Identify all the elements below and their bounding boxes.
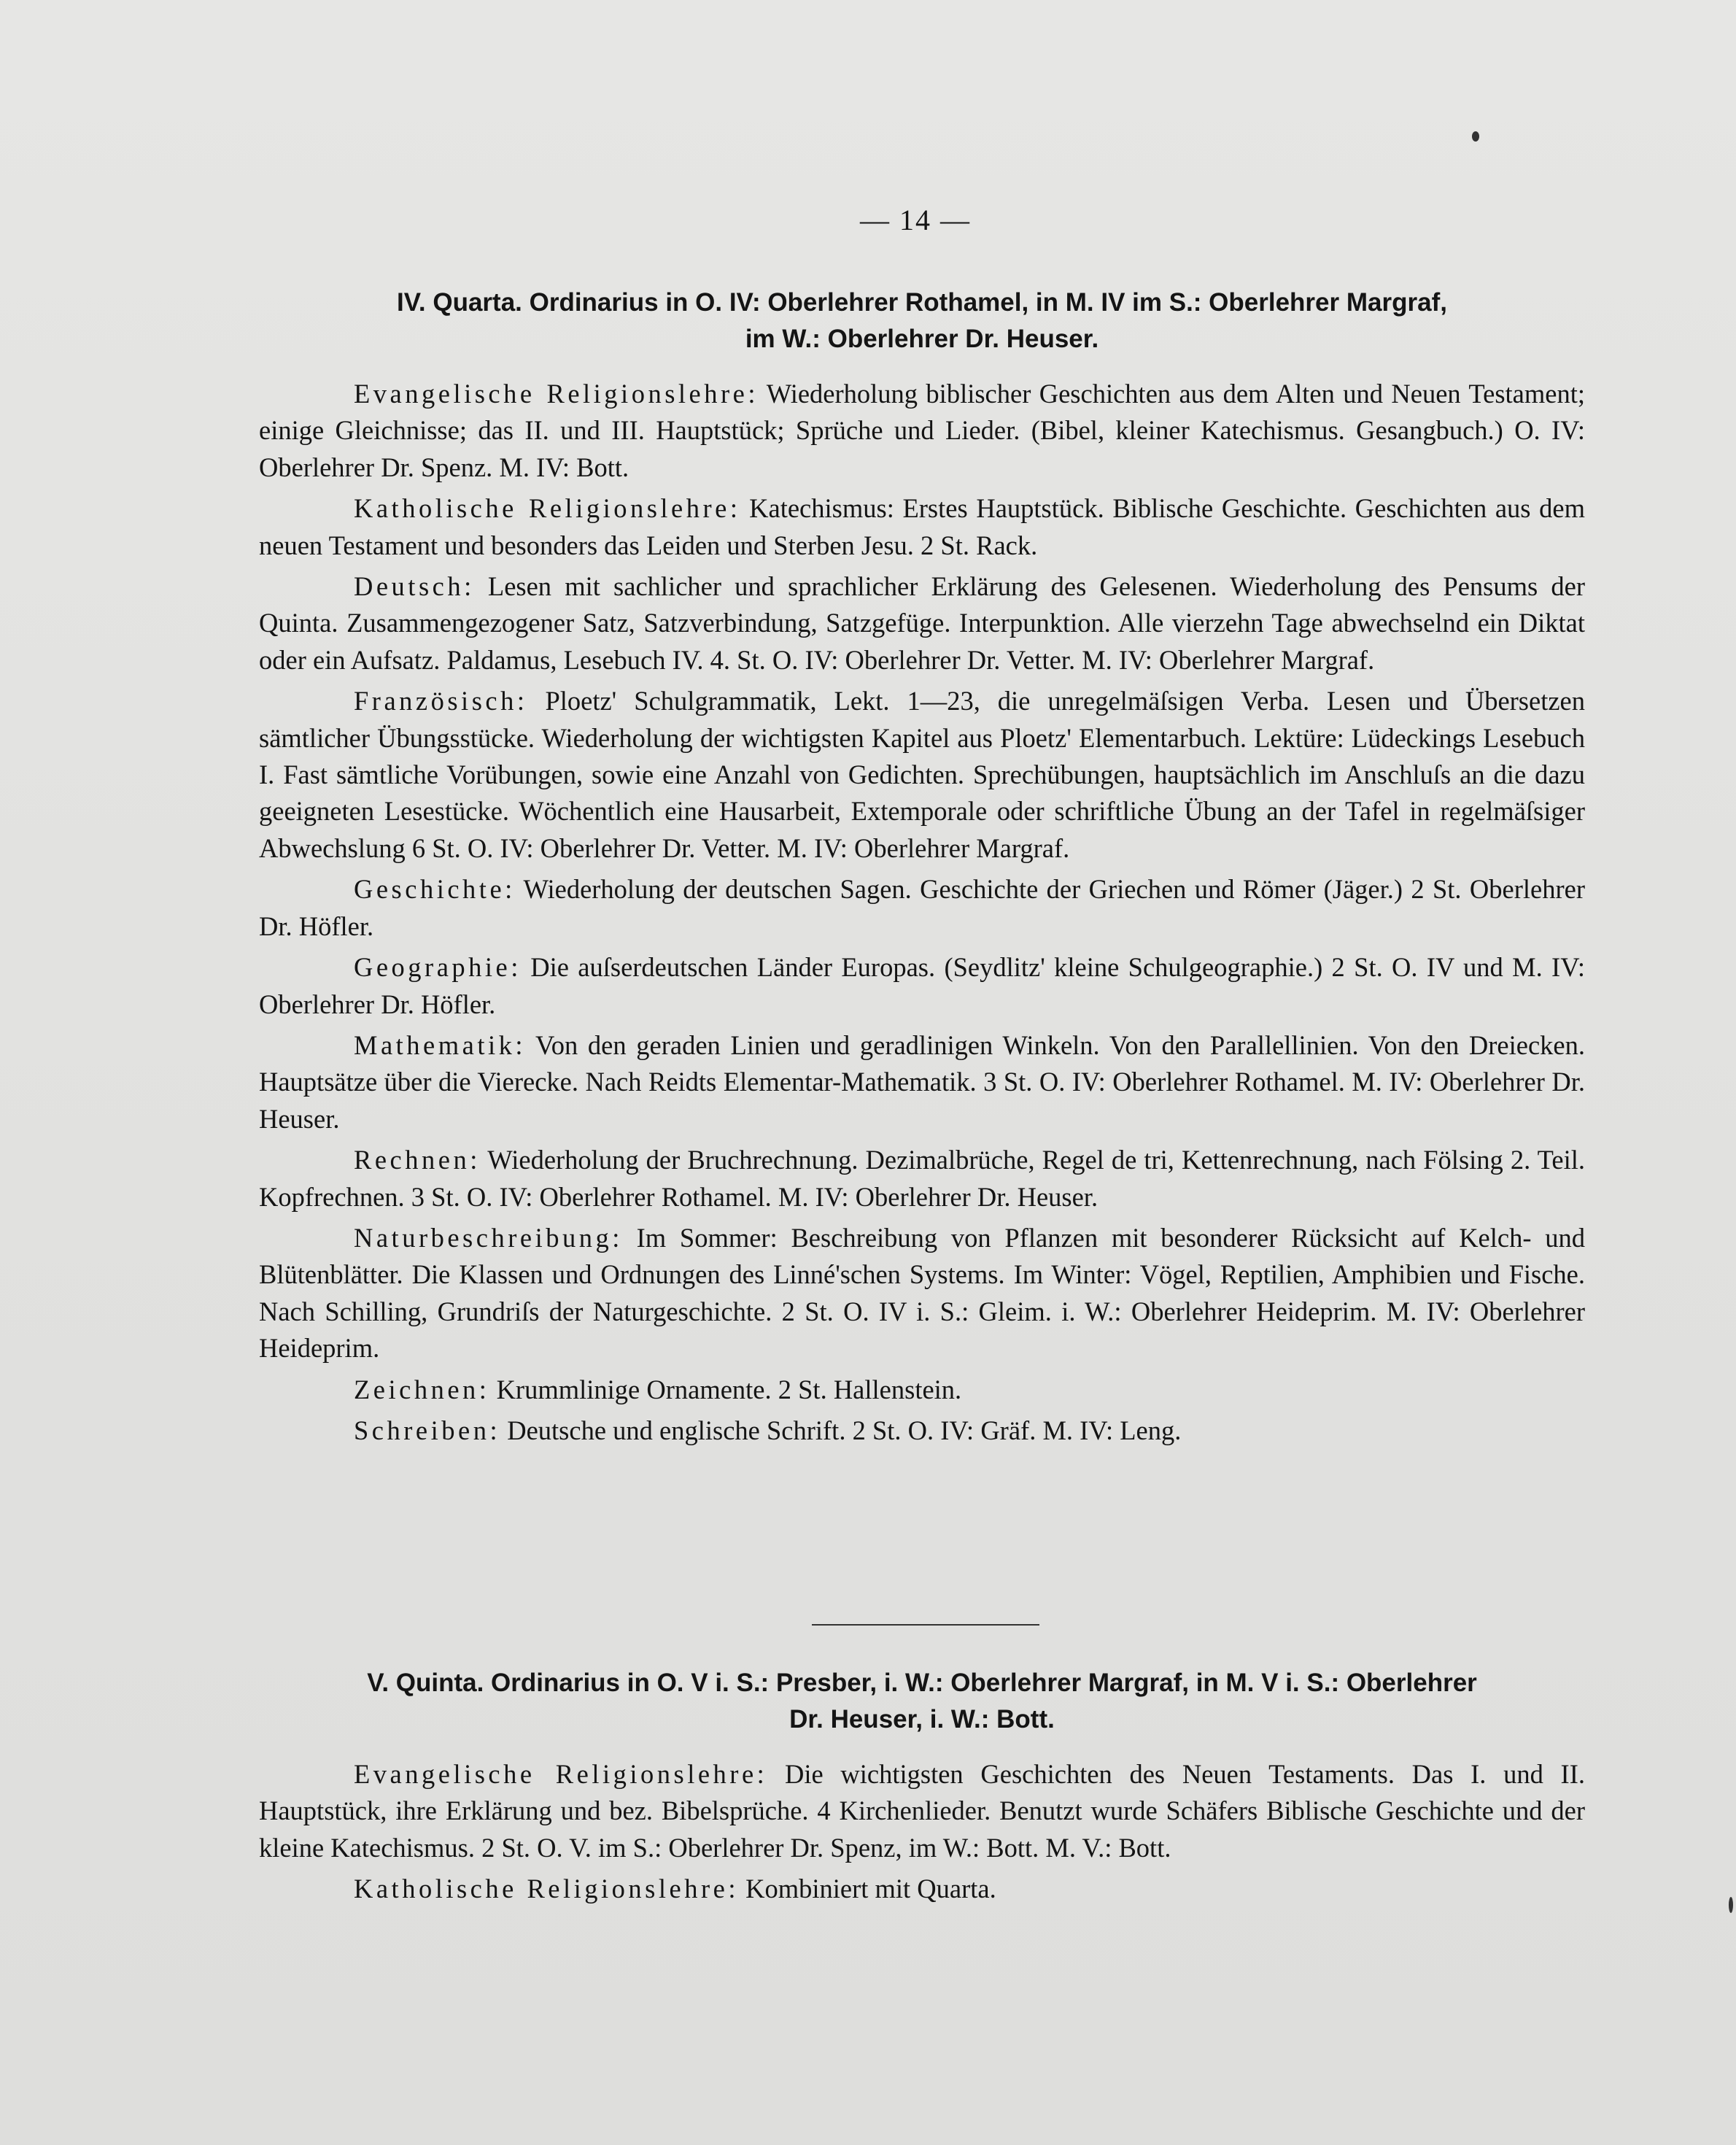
subject-paragraph [259, 376, 1585, 486]
subject-text: Katechismus: Erstes Hauptstück. Biblische Geschichte. Geschichten aus dem neuen Testament und besonders das Leiden und Sterben Jesu. 2 St. Rack. [259, 493, 1585, 560]
subject-name: Geschichte: [354, 874, 516, 905]
subject-name: Französisch: [354, 686, 528, 716]
section-quarta-heading [259, 285, 1585, 358]
scan-speck [1472, 131, 1479, 142]
subject-text: Krummlinige Ornamente. 2 St. Hallenstein. [489, 1374, 962, 1404]
subject-name: Schreiben: [354, 1415, 501, 1445]
subject-name: Naturbeschreibung: [354, 1222, 623, 1253]
subject-text: Wiederholung biblischer Geschichten aus dem Alten und Neuen Testament; einige Gleichnisse; das II. und III. Hauptstück; Sprüche und Lieder. (Bibel, kleiner Katechismus. Gesangbuch.) O. IV: Oberlehrer Dr. Spenz. M. IV: Bott. [259, 379, 1585, 482]
page-number: — 14 — [860, 204, 971, 236]
section-heading-line: IV. Quarta. Ordinarius in O. IV: Oberlehrer Rothamel, in M. IV im S.: Oberlehrer Margraf, [397, 288, 1447, 317]
subject-text: Kombiniert mit Quarta. [738, 1874, 996, 1904]
section-quinta-heading [259, 1665, 1585, 1738]
subject-text: Lesen mit sachlicher und sprachlicher Erklärung des Gelesenen. Wiederholung des Pensums der Quinta. Zusammengezogener Satz, Satzverbindung, Satzgefüge. Interpunktion. Alle vierzehn Tage abwechselnd ein Diktat oder ein Aufsatz. Paldamus, Lesebuch IV. 4. St. O. IV: Oberlehrer Dr. Vetter. M. IV: Oberlehrer Margraf. [259, 571, 1585, 675]
section-heading-line: Dr. Heuser, i. W.: Bott. [789, 1705, 1055, 1734]
subject-paragraph [259, 490, 1585, 564]
subject-text: Wiederholung der deutschen Sagen. Geschichte der Griechen und Römer (Jäger.) 2 St. Oberlehrer Dr. Höfler. [259, 874, 1585, 941]
scan-speck [1729, 1897, 1733, 1913]
subject-text: Von den geraden Linien und geradlinigen Winkeln. Von den Parallellinien. Von den Dreiecken. Hauptsätze über die Vierecke. Nach Reidts Elementar-Mathematik. 3 St. O. IV: Oberlehrer Rothamel. M. IV: Oberlehrer Dr. Heuser. [259, 1029, 1585, 1134]
subject-paragraph [259, 1372, 1585, 1408]
subject-name: Zeichnen: [354, 1374, 490, 1404]
subject-paragraph [259, 1871, 1585, 1907]
subject-paragraph [259, 1756, 1585, 1866]
subject-text: Die wichtigsten Geschichten des Neuen Testaments. Das I. und II. Hauptstück, ihre Erklärung und bez. Bibelsprüche. 4 Kirchenlieder. Benutzt wurde Schäfers Biblische Geschichte und der kleine Katechismus. 2 St. O. V. im S.: Oberlehrer Dr. Spenz, im W.: Bott. M. V.: Bott. [259, 1759, 1585, 1863]
subject-text: Die auſserdeutschen Länder Europas. (Seydlitz' kleine Schulgeographie.) 2 St. O. IV und M. IV: Oberlehrer Dr. Höfler. [259, 952, 1585, 1019]
subject-name: Deutsch: [354, 571, 475, 602]
section-heading-line: V. Quinta. Ordinarius in O. V i. S.: Presber, i. W.: Oberlehrer Margraf, in M. V i. S.: Oberlehrer [367, 1669, 1477, 1697]
section-divider [812, 1624, 1039, 1626]
subject-name: Katholische Religionslehre: [354, 493, 741, 524]
subject-paragraph [259, 1412, 1585, 1449]
subject-paragraph [259, 1027, 1585, 1137]
subject-text: Ploetz' Schulgrammatik, Lekt. 1—23, die unregelmäſsigen Verba. Lesen und Übersetzen sämtlicher Übungsstücke. Wiederholung der wichtigsten Kapitel aus Ploetz' Elementarbuch. Lektüre: Lüdeckings Lesebuch I. Fast sämtliche Vorübungen, sowie eine Anzahl von Gedichten. Sprechübungen, hauptsächlich im Anschluſs an die dazu geeigneten Lesestücke. Wöchentlich eine Hausarbeit, Extemporale oder schriftliche Übung an der Tafel in regelmäſsiger Abwechslung 6 St. O. IV: Oberlehrer Dr. Vetter. M. IV: Oberlehrer Margraf. [259, 686, 1585, 863]
subject-text: Wiederholung der Bruchrechnung. Dezimalbrüche, Regel de tri, Kettenrechnung, nach Fölsing 2. Teil. Kopfrechnen. 3 St. O. IV: Oberlehrer Rothamel. M. IV: Oberlehrer Dr. Heuser. [259, 1145, 1585, 1212]
section-quinta [259, 1665, 1585, 1912]
subject-name: Evangelische Religionslehre: [354, 379, 759, 409]
subject-text: Deutsche und englische Schrift. 2 St. O. IV: Gräf. M. IV: Leng. [500, 1415, 1182, 1445]
subject-paragraph [259, 1220, 1585, 1367]
subject-paragraph [259, 568, 1585, 679]
subject-name: Katholische Religionslehre: [354, 1874, 739, 1904]
subject-paragraph [259, 683, 1585, 867]
subject-paragraph [259, 949, 1585, 1023]
subject-name: Evangelische Religionslehre: [354, 1759, 768, 1789]
subject-name: Geographie: [354, 952, 522, 983]
subject-name: Mathematik: [354, 1029, 527, 1060]
subject-text: Im Sommer: Beschreibung von Pflanzen mit besonderer Rücksicht auf Kelch- und Blütenblätter. Die Klassen und Ordnungen des Linné'schen Systems. Im Winter: Vögel, Reptilien, Amphibien und Fische. Nach Schilling, Grundriſs der Naturgeschichte. 2 St. O. IV i. S.: Gleim. i. W.: Oberlehrer Heideprim. M. IV: Oberlehrer Heideprim. [259, 1222, 1585, 1364]
section-quarta [259, 285, 1585, 1453]
subject-name: Rechnen: [354, 1145, 481, 1175]
subject-paragraph [259, 871, 1585, 945]
section-heading-line: im W.: Oberlehrer Dr. Heuser. [745, 325, 1099, 353]
subject-paragraph [259, 1142, 1585, 1216]
